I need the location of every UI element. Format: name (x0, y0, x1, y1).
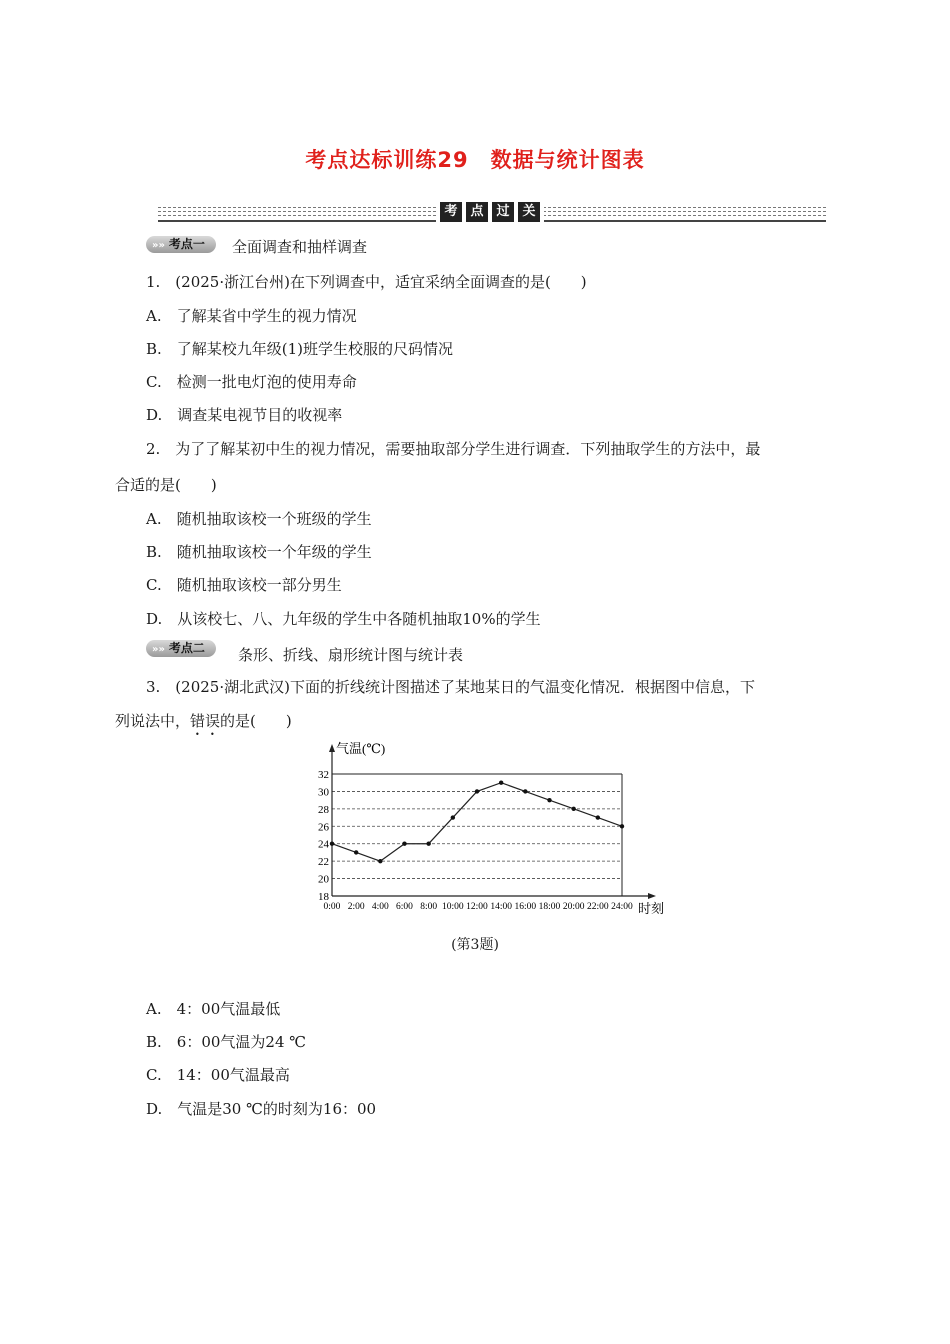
section-heading: 条形、折线、扇形统计图与统计表 (238, 646, 464, 664)
option: C. 14：00气温最高 (146, 1066, 290, 1084)
banner-char: 考 (440, 202, 462, 222)
option: A. 随机抽取该校一个班级的学生 (146, 510, 372, 528)
x-tick-label: 4:00 (371, 902, 389, 912)
question-stem: 3. (2025·湖北武汉)下面的折线统计图描述了某地某日的气温变化情况．根据图中信息，下 (146, 678, 755, 696)
option: C. 检测一批电灯泡的使用寿命 (146, 373, 357, 391)
question-stem: 合适的是( ) (115, 476, 217, 494)
data-point (499, 781, 503, 785)
y-tick-label: 24 (318, 838, 329, 851)
series-line (332, 783, 622, 861)
option: A. 了解某省中学生的视力情况 (146, 307, 357, 325)
data-point (571, 807, 575, 811)
page-title: 考点达标训练29 数据与统计图表 (305, 148, 645, 172)
temperature-line-chart (312, 740, 672, 920)
emphasis-text: 错误 (190, 712, 221, 730)
y-tick-label: 22 (318, 856, 329, 869)
section-tag: »» 考点二 (146, 640, 216, 657)
data-point (378, 859, 382, 863)
data-point (523, 789, 527, 793)
data-point (620, 824, 624, 828)
y-tick-label: 30 (318, 786, 329, 799)
y-tick-label: 20 (318, 873, 329, 886)
option: A. 4：00气温最低 (146, 1000, 281, 1018)
x-tick-label: 6:00 (396, 902, 413, 912)
data-point (354, 850, 358, 854)
x-tick-label: 2:00 (347, 902, 365, 912)
data-point (330, 842, 334, 846)
data-point (596, 815, 600, 819)
option: D. 调查某电视节目的收视率 (146, 406, 343, 424)
y-tick-label: 28 (318, 803, 329, 816)
y-tick-label: 26 (318, 821, 329, 834)
section-heading: 全面调查和抽样调查 (232, 238, 368, 256)
question-stem: 列说法中，错误的是( ) (115, 712, 292, 730)
section-tag: »» 考点一 (146, 236, 216, 253)
option: B. 随机抽取该校一个年级的学生 (146, 543, 372, 561)
double-chevron-icon: »» (152, 644, 165, 655)
option: C. 随机抽取该校一部分男生 (146, 576, 342, 594)
data-point (547, 798, 551, 802)
option: D. 气温是30 ℃的时刻为16：00 (146, 1100, 377, 1118)
banner-char: 点 (466, 202, 488, 222)
banner-char: 过 (492, 202, 514, 222)
data-point (402, 842, 406, 846)
y-tick-label: 32 (318, 769, 329, 781)
option: B. 了解某校九年级(1)班学生校服的尺码情况 (146, 340, 454, 358)
section-banner (158, 202, 826, 222)
y-axis-arrow-icon (329, 744, 335, 752)
y-axis-label: 气温(℃) (336, 741, 386, 756)
option: D. 从该校七、八、九年级的学生中各随机抽取10%的学生 (146, 610, 541, 628)
x-axis-label: 时刻 (638, 901, 665, 916)
x-axis-arrow-icon (648, 893, 656, 899)
data-point (451, 815, 455, 819)
x-tick-label: 24:00 (611, 902, 633, 912)
question-stem: 1. (2025·浙江台州)在下列调查中，适宜采纳全面调查的是( ) (146, 273, 587, 291)
x-tick-label: 18:00 (538, 902, 561, 912)
double-chevron-icon: »» (152, 240, 165, 251)
option: B. 6：00气温为24 ℃ (146, 1033, 307, 1051)
figure-caption: (第3题) (451, 937, 499, 953)
x-tick-label: 10:00 (442, 902, 464, 912)
banner-char: 关 (518, 202, 540, 222)
x-tick-label: 8:00 (420, 902, 438, 912)
x-tick-label: 16:00 (514, 902, 537, 912)
x-tick-label: 20:00 (562, 902, 585, 912)
question-stem: 2. 为了了解某初中生的视力情况，需要抽取部分学生进行调查．下列抽取学生的方法中，最 (146, 440, 761, 458)
data-point (426, 842, 430, 846)
data-point (475, 789, 479, 793)
x-tick-label: 14:00 (490, 902, 512, 912)
x-tick-label: 12:00 (466, 902, 488, 912)
y-tick-label: 18 (318, 891, 329, 903)
x-tick-label: 22:00 (587, 902, 609, 912)
x-tick-label: 0:00 (323, 902, 341, 912)
